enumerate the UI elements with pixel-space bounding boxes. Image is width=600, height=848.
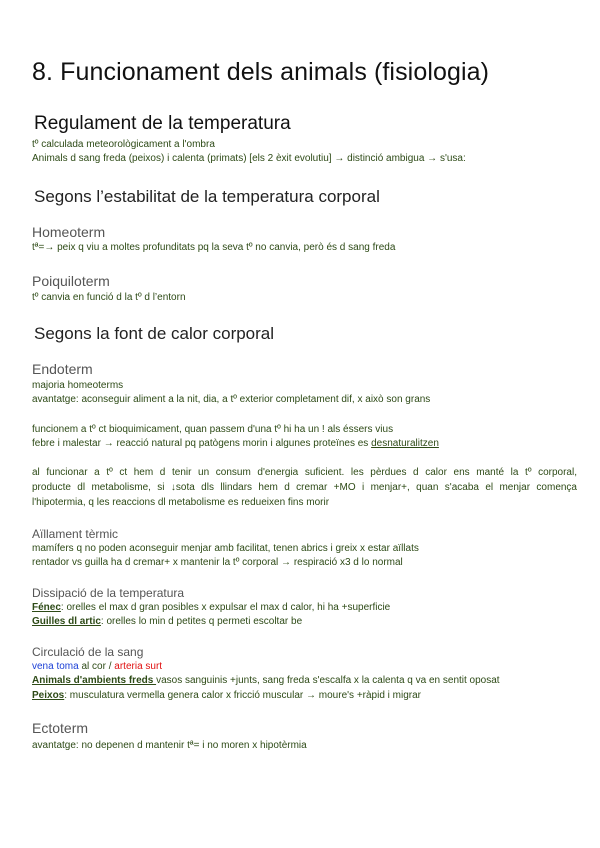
bold-term: Guilles dl artic: [32, 616, 101, 627]
text-line: [32, 675, 500, 687]
subheading-aillament: Aïllament tèrmic: [32, 527, 119, 541]
text-line: avantatge: aconseguir aliment a la nit, dia, a tº exterior completament dif, x això son grans: [32, 394, 431, 405]
text-line: [32, 438, 439, 450]
subheading-ectoterm: Ectoterm: [32, 720, 89, 736]
subheading-circulacio: Circulació de la sang: [32, 645, 144, 659]
subheading-endoterm: Endoterm: [32, 361, 93, 377]
text-line: tº canvia en funció d la tº d l’entorn: [32, 292, 186, 303]
text-line: tª=→ peix q viu a moltes profunditats pq la seva tº no canvia, però és d sang freda: [32, 242, 396, 253]
text-line: [32, 602, 390, 614]
bold-term: Peixos: [32, 690, 65, 701]
section-heading-estabilitat: Segons l’estabilitat de la temperatura corporal: [34, 187, 380, 206]
section-heading-regulament: Regulament de la temperatura: [34, 113, 291, 134]
red-term: arteria surt: [114, 661, 163, 672]
text-line: al funcionar a tº ct hem d tenir un consum d'energia suficient. les pèrdues d calor ens manté la tº corporal,: [32, 467, 577, 478]
text-line: mamífers q no poden aconseguir menjar amb facilitat, tenen abrics i greix x estar aïllats: [32, 543, 419, 554]
text-line: producte dl metabolisme, si ↓sota dls llindars hem d cremar +MO i menjar+, quan s'acaba el menjar comença: [32, 482, 577, 493]
subheading-dissipacio: Dissipació de la temperatura: [32, 586, 185, 600]
text-span: vasos sanguinis +junts, sang freda s'escalfa x la calenta q va en sentit oposat: [156, 675, 500, 686]
text-span: : orelles el max d gran posibles x expulsar el max d calor, hi ha +superficie: [60, 602, 391, 613]
text-line: rentador vs guilla ha d cremar+ x mantenir la tº corporal → respiració x3 d lo normal: [32, 557, 403, 568]
blue-term: vena toma: [32, 661, 79, 672]
section-heading-font-calor: Segons la font de calor corporal: [34, 324, 275, 343]
subheading-homeoterm: Homeoterm: [32, 224, 106, 240]
text-span: : orelles lo min d petites q permeti escoltar be: [100, 616, 303, 627]
bold-term: Animals d'ambients freds: [32, 675, 157, 686]
text-span: febre i malestar → reacció natural pq patògens morin i algunes proteïnes es: [32, 438, 372, 449]
text-line: [32, 661, 162, 673]
text-line: Animals d sang freda (peixos) i calenta (primats) [els 2 èxit evolutiu] → distinció ambigua → s'usa:: [32, 153, 466, 164]
text-line: tº calculada meteorològicament a l'ombra: [32, 139, 215, 150]
bold-term: Fénec: [32, 602, 61, 613]
text-line: avantatge: no depenen d mantenir tª= i no moren x hipotèrmia: [32, 740, 307, 751]
page-title: 8. Funcionament dels animals (fisiologia): [32, 58, 490, 86]
text-line: funcionem a tº ct bioquimicament, quan passem d'una tº hi ha un ! als éssers vius: [32, 424, 394, 435]
text-line: majoria homeoterms: [32, 380, 124, 391]
text-span: al cor /: [78, 661, 115, 672]
text-line: [32, 690, 421, 702]
text-line: l'hipotermia, q les reaccions dl metabolisme es redueixen fins morir: [32, 497, 330, 508]
text-span: : musculatura vermella genera calor x fricció muscular → moure's +ràpid i migrar: [64, 690, 422, 701]
underlined-term: desnaturalitzen: [371, 438, 439, 449]
subheading-poiquiloterm: Poiquiloterm: [32, 273, 110, 289]
text-line: [32, 616, 302, 628]
